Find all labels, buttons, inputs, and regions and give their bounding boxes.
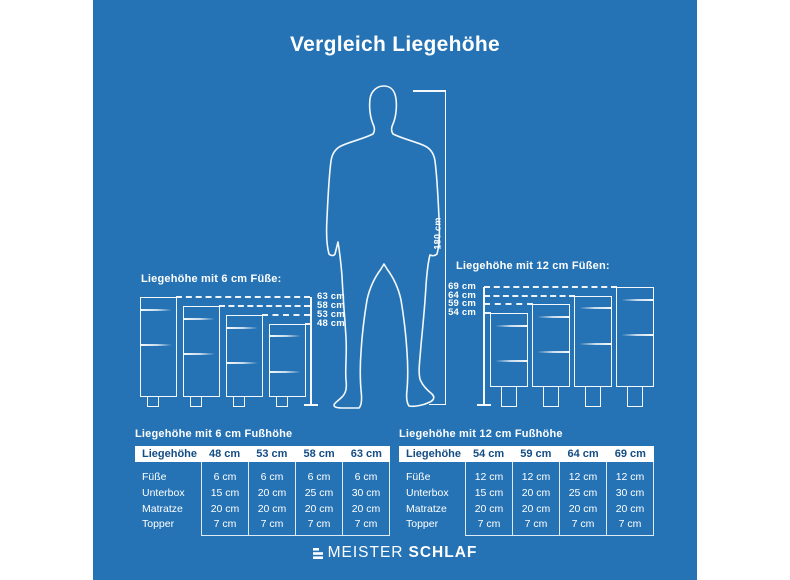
- logo-text-regular: MEISTER: [327, 544, 404, 561]
- table-row-label: Unterbox: [406, 486, 449, 499]
- measure-dash-line: [484, 295, 575, 297]
- topper-divider-line: [141, 309, 176, 311]
- topper-divider-line: [533, 316, 569, 318]
- table-row-label: Füße: [406, 471, 431, 483]
- table-cell: 20 cm: [474, 502, 504, 515]
- height-label: 64 cm: [448, 289, 476, 301]
- table-cell: 15 cm: [210, 486, 240, 499]
- table-cell: 6 cm: [307, 471, 331, 483]
- topper-divider-line: [227, 327, 262, 329]
- table-cell: 6 cm: [213, 471, 237, 483]
- table-header-cell: 54 cm: [473, 448, 505, 460]
- spec-table: [399, 428, 654, 536]
- table-row-label: Matratze: [142, 502, 183, 515]
- matratze-divider-line: [491, 360, 527, 362]
- table-header-cell: 69 cm: [614, 448, 646, 460]
- height-label: 53 cm: [317, 308, 345, 320]
- table-cell: 7 cm: [307, 518, 331, 531]
- table-header-cell: 64 cm: [567, 448, 599, 460]
- table-cell: 7 cm: [354, 518, 378, 531]
- table-row-label: Topper: [406, 518, 439, 531]
- table-value-column: [295, 462, 342, 536]
- table-cell: 7 cm: [618, 518, 642, 531]
- table-value-column: [342, 462, 390, 536]
- table-cell: 20 cm: [351, 502, 381, 515]
- topper-divider-line: [184, 318, 219, 320]
- spec-table: [135, 428, 390, 536]
- table-header-cell: 59 cm: [520, 448, 552, 460]
- bed-foot: [276, 396, 288, 407]
- table-row-label: Matratze: [406, 502, 447, 515]
- height-label: 58 cm: [317, 300, 345, 312]
- logo-text-bold: SCHLAF: [408, 544, 478, 561]
- topper-divider-line: [270, 335, 305, 337]
- bed-diagram: [269, 324, 306, 398]
- matratze-divider-line: [575, 343, 611, 345]
- table-header-cell: 63 cm: [350, 448, 382, 460]
- bed-diagram: [140, 297, 177, 397]
- table-cell: 20 cm: [304, 502, 334, 515]
- height-label: 69 cm: [448, 280, 476, 292]
- measure-vertical-line: [445, 90, 447, 404]
- bed-foot: [233, 396, 245, 407]
- group-measure-line: [310, 297, 312, 405]
- bed-diagram: [574, 296, 612, 387]
- bed-foot: [501, 386, 517, 407]
- table-value-column: [201, 462, 248, 536]
- table-title: Liegehöhe mit 12 cm Fußhöhe: [399, 428, 563, 440]
- height-label: 48 cm: [317, 317, 345, 329]
- bed-foot: [585, 386, 601, 407]
- table-header-row: [135, 446, 390, 462]
- brand-logo: [93, 544, 697, 562]
- height-label: 54 cm: [448, 307, 476, 319]
- table-cell: 6 cm: [354, 471, 378, 483]
- height-label: 63 cm: [317, 291, 345, 303]
- table-cell: 30 cm: [351, 486, 381, 499]
- table-cell: 12 cm: [568, 471, 598, 483]
- table-header-row: [399, 446, 654, 462]
- measure-dash-line: [484, 286, 617, 288]
- table-row-label: Topper: [142, 518, 175, 531]
- measure-top-tick: [413, 90, 446, 92]
- table-header-cell: 53 cm: [256, 448, 288, 460]
- table-cell: 12 cm: [474, 471, 504, 483]
- table-row-label: Füße: [142, 471, 167, 483]
- table-value-column: [465, 462, 512, 536]
- mattress-layers-icon: [313, 547, 323, 560]
- topper-divider-line: [575, 307, 611, 309]
- table-cell: 12 cm: [521, 471, 551, 483]
- table-label-column: [399, 462, 465, 536]
- table-value-column: [559, 462, 606, 536]
- matratze-divider-line: [227, 362, 262, 364]
- group-heading: Liegehöhe mit 12 cm Füßen:: [456, 260, 610, 272]
- table-value-column: [606, 462, 654, 536]
- group-heading: Liegehöhe mit 6 cm Füße:: [141, 273, 282, 285]
- table-cell: 25 cm: [568, 486, 598, 499]
- table-cell: 7 cm: [524, 518, 548, 531]
- group-measure-foot-tick: [304, 404, 318, 406]
- table-header-cell: Liegehöhe: [406, 448, 462, 460]
- table-cell: 12 cm: [615, 471, 645, 483]
- bed-foot: [627, 386, 643, 407]
- table-title: Liegehöhe mit 6 cm Fußhöhe: [135, 428, 293, 440]
- table-cell: 20 cm: [615, 502, 645, 515]
- table-cell: 20 cm: [521, 486, 551, 499]
- table-header-cell: 58 cm: [303, 448, 335, 460]
- height-label: 59 cm: [448, 298, 476, 310]
- measure-dash-line: [262, 314, 310, 316]
- table-cell: 7 cm: [260, 518, 284, 531]
- group-measure-foot-tick: [477, 404, 491, 406]
- table-body: [135, 462, 390, 536]
- table-value-column: [512, 462, 559, 536]
- group-measure-line: [483, 287, 485, 405]
- matratze-divider-line: [141, 344, 176, 346]
- bed-foot: [543, 386, 559, 407]
- measure-dash-line: [219, 305, 310, 307]
- bed-diagram: [183, 306, 220, 397]
- measure-dash-line: [484, 303, 533, 305]
- table-label-column: [135, 462, 201, 536]
- topper-divider-line: [617, 299, 653, 301]
- table-cell: 25 cm: [304, 486, 334, 499]
- matratze-divider-line: [184, 353, 219, 355]
- bed-diagram: [616, 287, 654, 387]
- table-cell: 7 cm: [477, 518, 501, 531]
- matratze-divider-line: [533, 351, 569, 353]
- bed-diagram: [226, 315, 263, 398]
- table-header-cell: Liegehöhe: [142, 448, 198, 460]
- table-cell: 15 cm: [474, 486, 504, 499]
- table-cell: 6 cm: [260, 471, 284, 483]
- table-cell: 20 cm: [568, 502, 598, 515]
- bed-foot: [190, 396, 202, 407]
- measure-dash-line: [176, 296, 310, 298]
- bed-diagram: [532, 304, 570, 387]
- person-height-label: 180 cm: [432, 217, 443, 250]
- table-row-label: Unterbox: [142, 486, 185, 499]
- table-cell: 20 cm: [257, 486, 287, 499]
- page-title: Vergleich Liegehöhe: [290, 33, 500, 56]
- bed-foot: [147, 396, 159, 407]
- table-cell: 7 cm: [571, 518, 595, 531]
- topper-divider-line: [491, 325, 527, 327]
- table-cell: 20 cm: [210, 502, 240, 515]
- table-value-column: [248, 462, 295, 536]
- table-body: [399, 462, 654, 536]
- table-header-cell: 48 cm: [209, 448, 241, 460]
- table-cell: 20 cm: [521, 502, 551, 515]
- table-cell: 7 cm: [213, 518, 237, 531]
- matratze-divider-line: [270, 371, 305, 373]
- measure-bottom-tick: [429, 404, 446, 406]
- matratze-divider-line: [617, 334, 653, 336]
- table-cell: 20 cm: [257, 502, 287, 515]
- bed-diagram: [490, 313, 528, 387]
- table-cell: 30 cm: [615, 486, 645, 499]
- measure-dash-line: [484, 312, 491, 314]
